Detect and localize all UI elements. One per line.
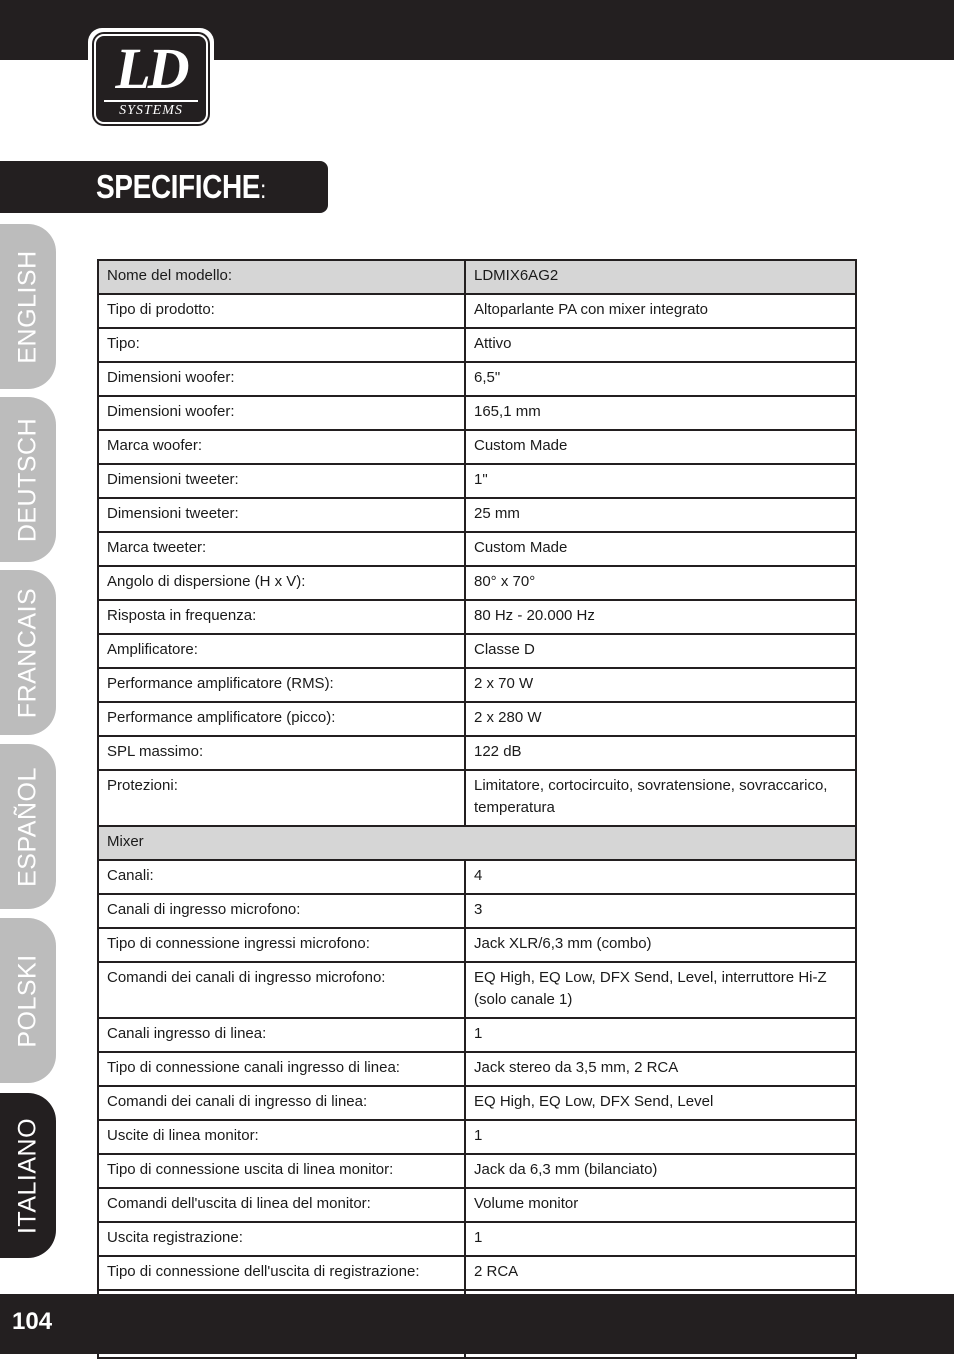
spec-label: Performance amplificatore (RMS): (98, 668, 465, 702)
spec-label: Dimensioni woofer: (98, 362, 465, 396)
spec-value: 1 (465, 1018, 856, 1052)
spec-label: Protezioni: (98, 770, 465, 826)
spec-value: Volume monitor (465, 1188, 856, 1222)
spec-value: 122 dB (465, 736, 856, 770)
language-tab-label: ENGLISH (13, 249, 42, 364)
table-row (98, 702, 856, 736)
table-row (98, 566, 856, 600)
table-row (98, 1154, 856, 1188)
spec-value: LDMIX6AG2 (465, 260, 856, 294)
spec-value: 1 (465, 1120, 856, 1154)
spec-value: Jack da 6,3 mm (bilanciato) (465, 1154, 856, 1188)
logo-systems-text: SYSTEMS (104, 100, 198, 118)
spec-label: Amplificatore: (98, 634, 465, 668)
specifications-table (97, 259, 857, 1359)
spec-value: 80 Hz - 20.000 Hz (465, 600, 856, 634)
spec-label: Tipo di prodotto: (98, 294, 465, 328)
table-row (98, 770, 856, 826)
table-row (98, 962, 856, 1018)
language-tab-english[interactable] (0, 224, 56, 389)
table-row (98, 736, 856, 770)
spec-value: 165,1 mm (465, 396, 856, 430)
spec-label: Nome del modello: (98, 260, 465, 294)
spec-label: Uscite di linea monitor: (98, 1120, 465, 1154)
spec-value: Attivo (465, 328, 856, 362)
spec-label: Risposta in frequenza: (98, 600, 465, 634)
spec-label: Performance amplificatore (picco): (98, 702, 465, 736)
table-row (98, 498, 856, 532)
table-row (98, 860, 856, 894)
language-tab-francais[interactable] (0, 570, 56, 735)
table-row (98, 532, 856, 566)
table-row (98, 1188, 856, 1222)
spec-value: Jack XLR/6,3 mm (combo) (465, 928, 856, 962)
spec-value: Jack stereo da 3,5 mm, 2 RCA (465, 1052, 856, 1086)
language-tab-label: FRANCAIS (13, 587, 42, 718)
spec-label: Comandi dei canali di ingresso di linea: (98, 1086, 465, 1120)
spec-value: 1 (465, 1222, 856, 1256)
logo-badge (94, 34, 208, 124)
language-tab-label: POLSKI (13, 953, 42, 1048)
spec-label: Canali ingresso di linea: (98, 1018, 465, 1052)
table-row (98, 260, 856, 294)
spec-label: Tipo di connessione canali ingresso di linea: (98, 1052, 465, 1086)
spec-value: Custom Made (465, 532, 856, 566)
spec-label: Dimensioni woofer: (98, 396, 465, 430)
spec-value: 25 mm (465, 498, 856, 532)
spec-value: Altoparlante PA con mixer integrato (465, 294, 856, 328)
spec-label: Angolo di dispersione (H x V): (98, 566, 465, 600)
logo-ld-text: LD (115, 36, 187, 101)
spec-value: EQ High, EQ Low, DFX Send, Level, interruttore Hi-Z (solo canale 1) (465, 962, 856, 1018)
language-tab-label: ITALIANO (13, 1117, 42, 1234)
page-title-text: SPECIFICHE (96, 168, 261, 205)
spec-value: 80° x 70° (465, 566, 856, 600)
spec-value: 2 RCA (465, 1256, 856, 1290)
spec-label: Dimensioni tweeter: (98, 464, 465, 498)
table-row (98, 294, 856, 328)
table-row (98, 1086, 856, 1120)
table-row (98, 600, 856, 634)
table-row (98, 464, 856, 498)
language-tab-espaol[interactable] (0, 744, 56, 909)
language-tab-deutsch[interactable] (0, 397, 56, 562)
spec-value: 2 x 280 W (465, 702, 856, 736)
spec-value: Limitatore, cortocircuito, sovratensione, sovraccarico, temperatura (465, 770, 856, 826)
section-title-bar (0, 161, 328, 213)
section-header: Mixer (98, 826, 856, 860)
spec-value: 6,5" (465, 362, 856, 396)
spec-value: 1" (465, 464, 856, 498)
table-row (98, 1018, 856, 1052)
table-row (98, 668, 856, 702)
table-row (98, 1120, 856, 1154)
spec-label: Tipo di connessione dell'uscita di registrazione: (98, 1256, 465, 1290)
table-row (98, 1222, 856, 1256)
spec-label: Tipo di connessione ingressi microfono: (98, 928, 465, 962)
table-row (98, 430, 856, 464)
language-tab-label: ESPAÑOL (13, 766, 42, 887)
language-tab-polski[interactable] (0, 918, 56, 1083)
page-number: 104 (12, 1308, 53, 1335)
table-row (98, 328, 856, 362)
spec-label: Comandi dell'uscita di linea del monitor: (98, 1188, 465, 1222)
spec-label: SPL massimo: (98, 736, 465, 770)
spec-label: Tipo: (98, 328, 465, 362)
spec-label: Canali di ingresso microfono: (98, 894, 465, 928)
page-title (96, 169, 266, 207)
page-title-colon: : (260, 174, 266, 204)
spec-value: 3 (465, 894, 856, 928)
spec-label: Uscita registrazione: (98, 1222, 465, 1256)
spec-value: 4 (465, 860, 856, 894)
ld-systems-logo (88, 28, 214, 128)
spec-label: Marca woofer: (98, 430, 465, 464)
table-row (98, 362, 856, 396)
bottom-footer-bar (0, 1294, 954, 1354)
table-row (98, 928, 856, 962)
spec-value: Custom Made (465, 430, 856, 464)
table-row (98, 894, 856, 928)
table-row (98, 1256, 856, 1290)
language-tab-italiano[interactable] (0, 1093, 56, 1258)
spec-value: Classe D (465, 634, 856, 668)
spec-value: EQ High, EQ Low, DFX Send, Level (465, 1086, 856, 1120)
table-row (98, 1052, 856, 1086)
table-row (98, 396, 856, 430)
spec-label: Marca tweeter: (98, 532, 465, 566)
spec-label: Comandi dei canali di ingresso microfono: (98, 962, 465, 1018)
spec-value: 2 x 70 W (465, 668, 856, 702)
spec-label: Tipo di connessione uscita di linea monitor: (98, 1154, 465, 1188)
spec-label: Dimensioni tweeter: (98, 498, 465, 532)
language-tab-label: DEUTSCH (13, 417, 42, 542)
spec-label: Canali: (98, 860, 465, 894)
section-header-row (98, 826, 856, 860)
table-row (98, 634, 856, 668)
